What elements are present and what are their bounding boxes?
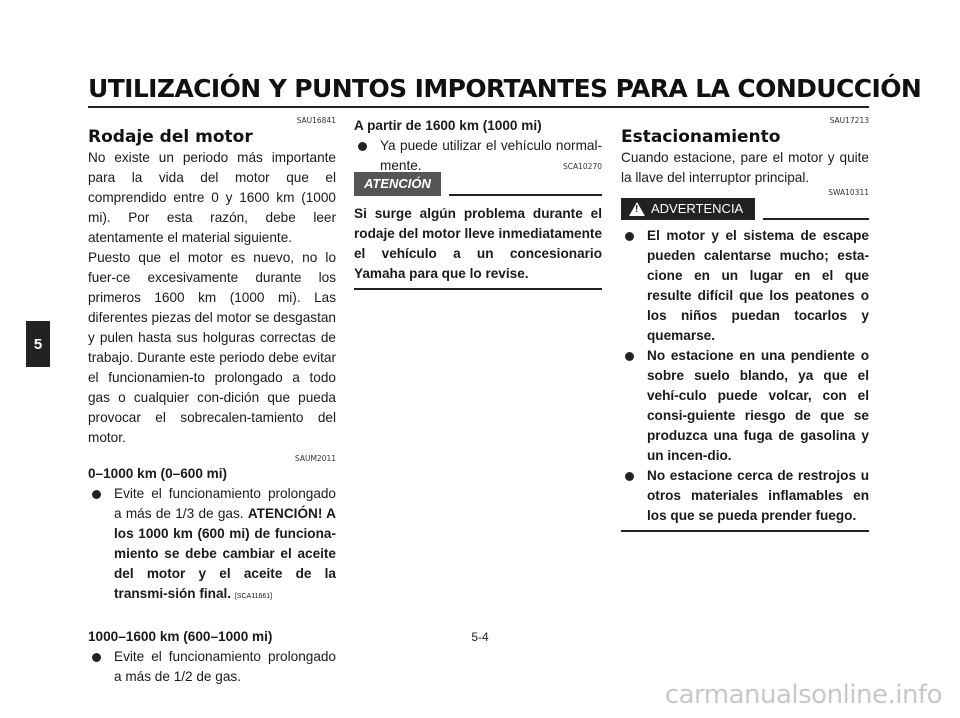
list-item-text: Ya puede utilizar el vehículo normal-mente. bbox=[380, 138, 602, 173]
warning-list-item bbox=[621, 226, 869, 346]
warning-item-text: No estacione cerca de restrojos u otros materiales inflamables en los que se pueda prender fuego. bbox=[647, 468, 869, 523]
column-left bbox=[88, 116, 336, 687]
paragraph: Puesto que el motor es nuevo, no lo fuer-ce excesivamente durante los primeros 1600 km (1000 mi). Las diferentes piezas del motor se desgastan y pulen hasta sus holguras correctas de trabajo. Durante este periodo debe evitar el funcionamien-to prolongado a todo gas o cualquier con-dición que pueda provocar el sobrecalen-tamiento del motor. bbox=[88, 250, 336, 445]
bullet-icon bbox=[625, 352, 634, 361]
bullet-icon bbox=[358, 142, 367, 151]
chapter-tab: 5 bbox=[26, 321, 50, 367]
warning-list-item bbox=[621, 466, 869, 526]
notice-text: Si surge algún problema durante el rodaje del motor lleve inmediatamente el vehículo a un concesionario Yamaha para que lo revise. bbox=[354, 206, 602, 281]
warning-item-text: El motor y el sistema de escape pueden calentarse mucho; esta-cione en un lugar en el que resulte difícil que los peatones o los niños puedan tocarlos y quemarse. bbox=[647, 228, 869, 343]
list-item bbox=[88, 484, 336, 607]
list-item-text: Evite el funcionamiento prolongado a más de 1/3 de gas. bbox=[114, 486, 336, 521]
caution-code: [SCA11661] bbox=[234, 593, 273, 600]
subheading: A partir de 1600 km (1000 mi) bbox=[354, 118, 542, 133]
bullet-icon bbox=[625, 232, 634, 241]
list-item bbox=[354, 136, 602, 176]
subheading: 0–1000 km (0–600 mi) bbox=[88, 466, 228, 481]
warning-list-item bbox=[621, 346, 869, 466]
page-number: 5-4 bbox=[471, 630, 489, 644]
notice-label: ATENCIÓN bbox=[354, 172, 441, 196]
list-item-caution: ATENCIÓN! A los 1000 km (600 mi) de funciona-miento se debe cambiar el aceite del motor y el aceite de la transmi-sión final. bbox=[114, 506, 336, 601]
warning-label-text: ADVERTENCIA bbox=[651, 201, 744, 216]
section-code: SAU17213 bbox=[829, 116, 869, 125]
bullet-icon bbox=[625, 472, 634, 481]
paragraph: No existe un periodo más importante para la vida del motor que el comprendido entre 0 y 1600 km (1000 mi). Por esta razón, debe leer atentamente el material siguiente. bbox=[88, 150, 336, 245]
warning-item-text: No estacione en una pendiente o sobre suelo blando, ya que el vehí-culo puede volcar, con el consi-guiente riesgo de que se produzca una fuga de gasolina y un incen-dio. bbox=[647, 348, 869, 463]
warning-rule bbox=[763, 218, 869, 220]
column-right bbox=[621, 116, 869, 532]
notice-rule bbox=[449, 194, 602, 196]
page-header-title: UTILIZACIÓN Y PUNTOS IMPORTANTES PARA LA CONDUCCIÓN bbox=[88, 74, 922, 103]
bullet-icon bbox=[92, 653, 101, 662]
warning-triangle-icon: ! bbox=[629, 202, 645, 216]
warning-code: SWA10311 bbox=[828, 188, 869, 197]
warning-label bbox=[621, 198, 755, 220]
section-code: SAU16841 bbox=[296, 116, 336, 125]
warning-header bbox=[621, 198, 869, 220]
section-heading-rodaje: Rodaje del motor bbox=[88, 127, 253, 147]
section-code: SAUM2011 bbox=[294, 454, 336, 463]
notice-end-rule bbox=[354, 288, 602, 290]
column-middle bbox=[354, 116, 602, 290]
watermark: carmanualsonline.info bbox=[664, 680, 942, 710]
list-item bbox=[88, 647, 336, 687]
paragraph: Cuando estacione, pare el motor y quite la llave del interruptor principal. bbox=[621, 150, 869, 185]
bullet-icon bbox=[92, 490, 101, 499]
header-rule bbox=[88, 106, 869, 108]
list-item-text: Evite el funcionamiento prolongado a más de 1/2 de gas. bbox=[114, 649, 336, 684]
section-heading-estacionamiento: Estacionamiento bbox=[621, 127, 781, 147]
subheading: 1000–1600 km (600–1000 mi) bbox=[88, 629, 273, 644]
warning-end-rule bbox=[621, 530, 869, 532]
notice-code: SCA10270 bbox=[563, 162, 602, 171]
